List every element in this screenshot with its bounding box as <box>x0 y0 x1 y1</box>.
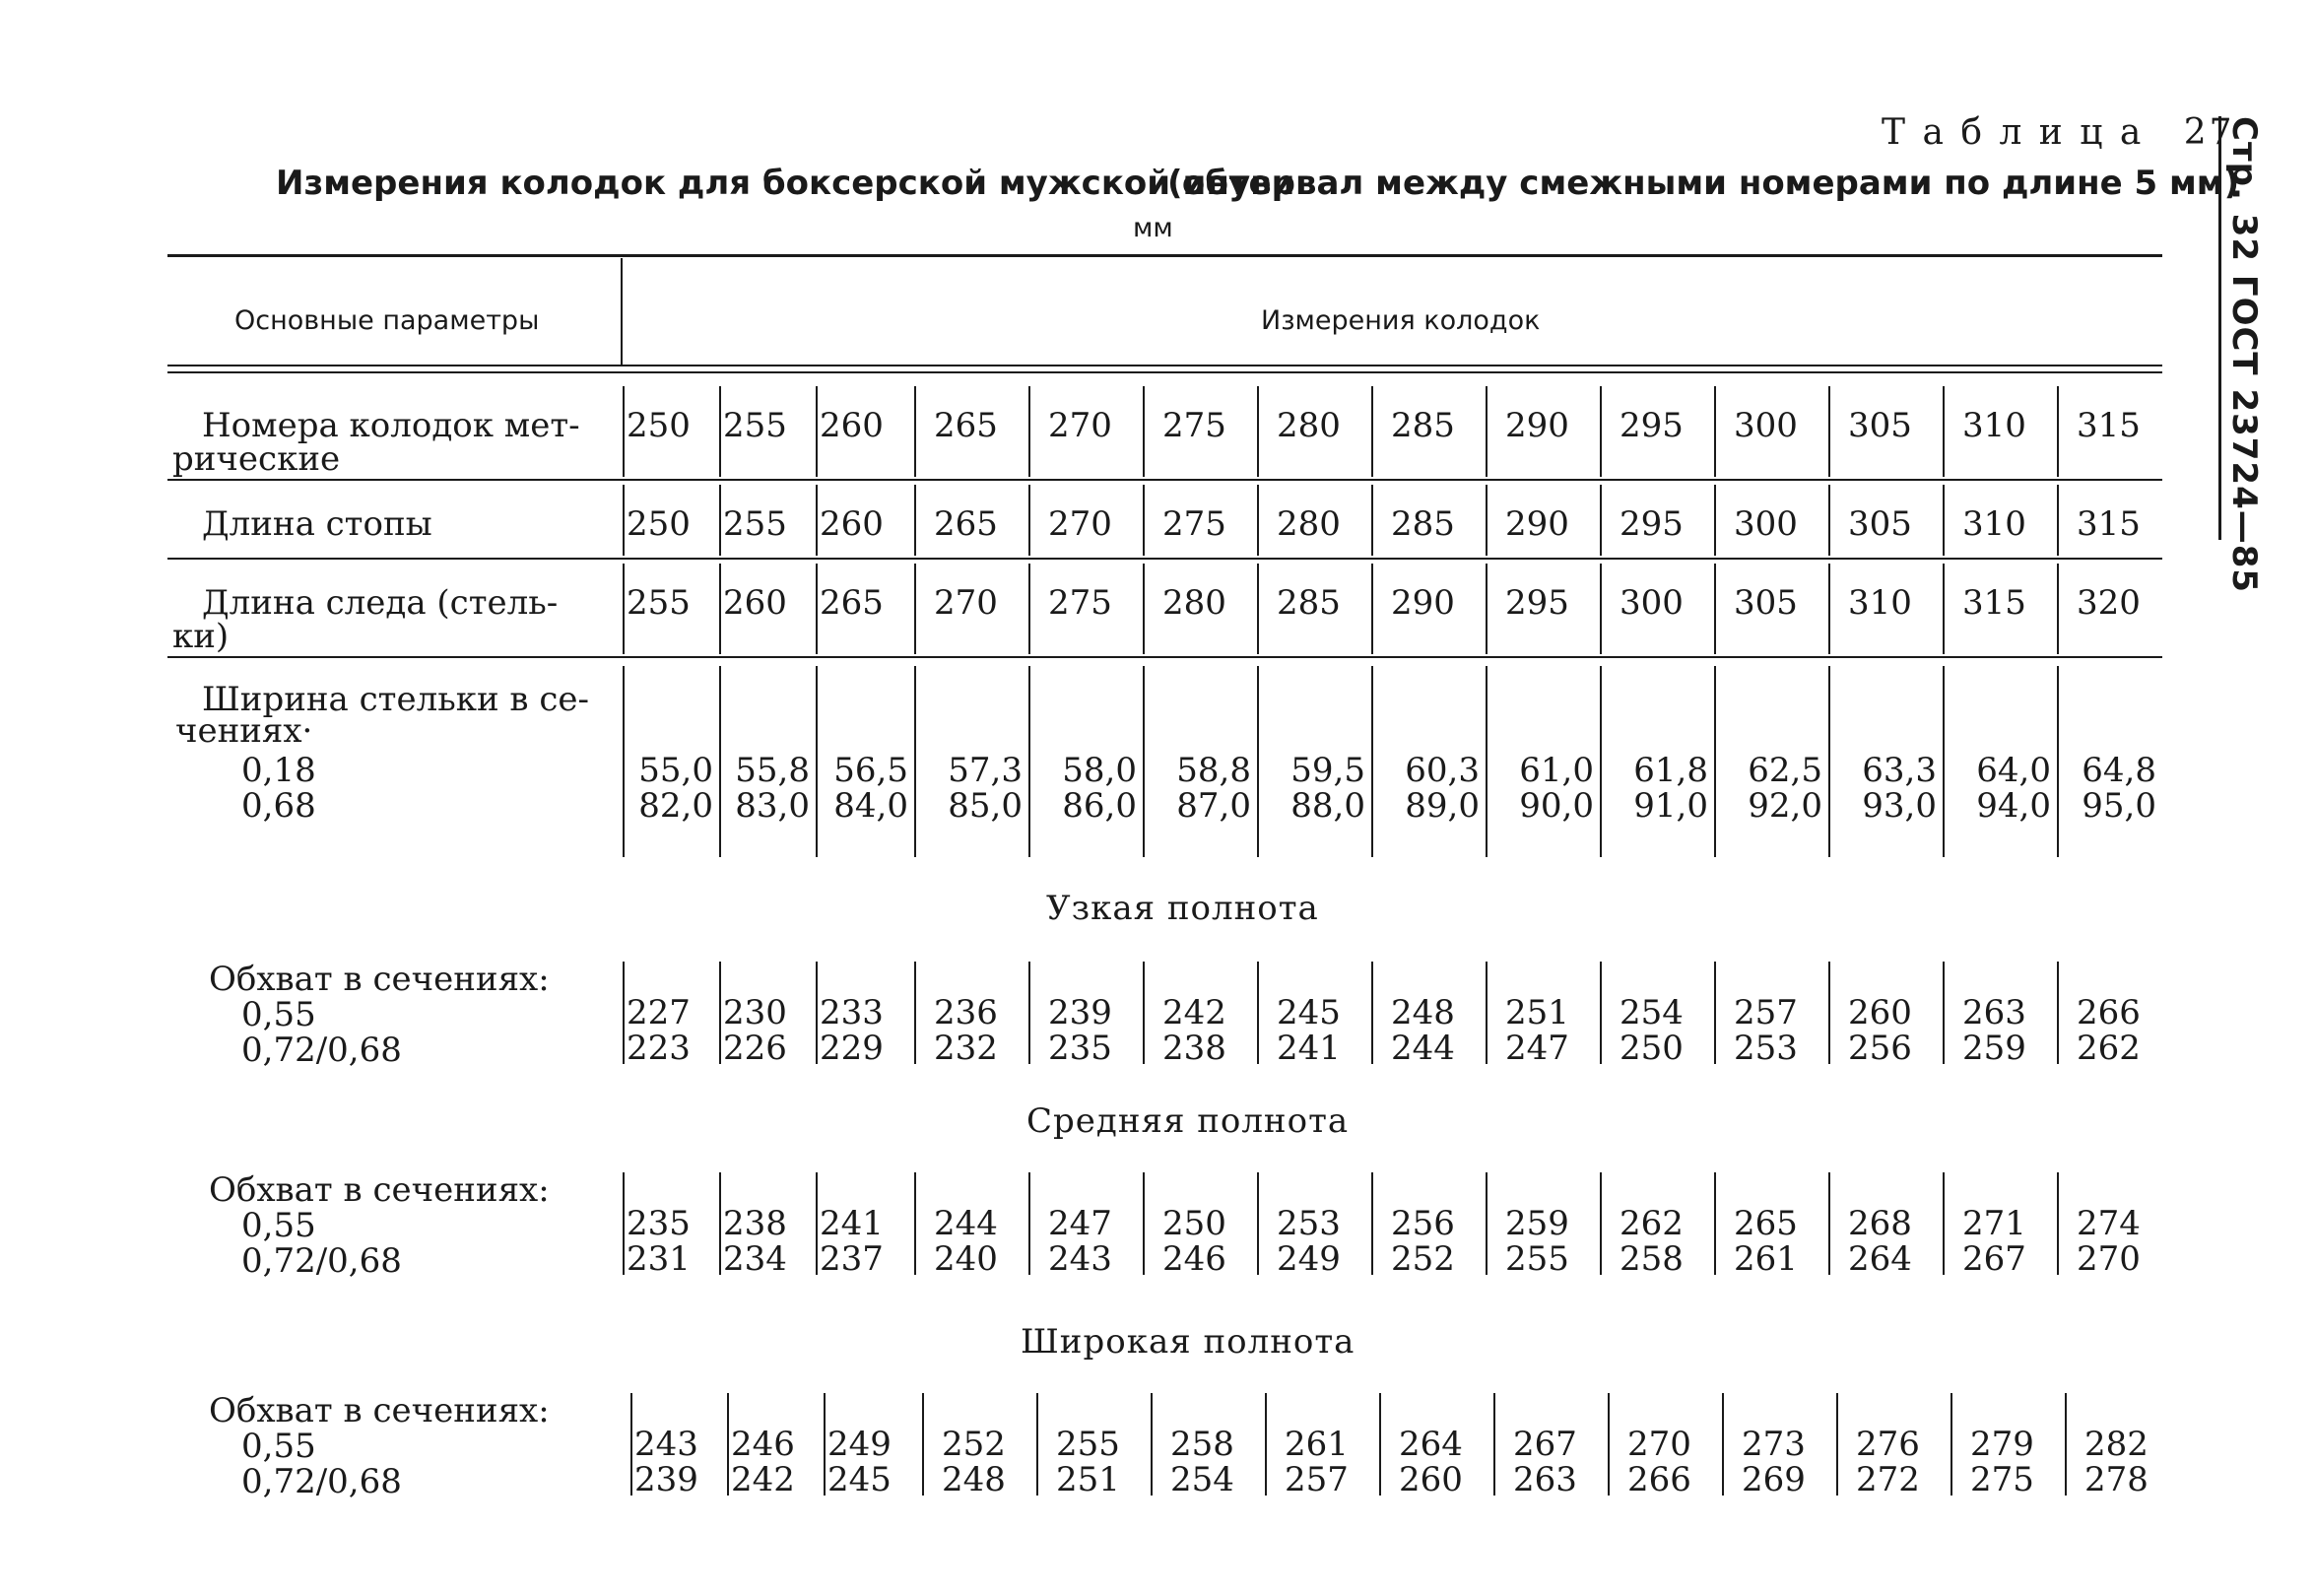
cell-value: 300 <box>1620 583 1684 623</box>
column-divider <box>1950 1393 1952 1496</box>
cell-value: 64,8 <box>2082 751 2156 790</box>
column-divider <box>1943 386 1945 477</box>
column-divider <box>1028 962 1030 1064</box>
column-divider <box>1257 962 1259 1064</box>
column-divider <box>1714 962 1716 1064</box>
table-title-note: (интервал между смежными номерами по длине 5 мм) <box>1167 164 2240 203</box>
column-divider <box>1028 1172 1030 1275</box>
row-rule <box>167 656 2162 658</box>
cell-value: 83,0 <box>735 786 810 826</box>
column-divider <box>1143 666 1145 857</box>
cell-value: 265 <box>934 406 998 445</box>
cell-value: 267 <box>1513 1425 1577 1464</box>
cell-value: 248 <box>942 1460 1006 1499</box>
column-divider <box>1371 1172 1373 1275</box>
column-divider <box>914 962 916 1064</box>
cell-value: 257 <box>1734 993 1798 1032</box>
cell-value: 260 <box>820 406 884 445</box>
cell-value: 305 <box>1848 504 1912 544</box>
column-divider <box>1371 485 1373 556</box>
column-divider <box>1828 485 1830 556</box>
column-divider <box>1714 564 1716 654</box>
cell-value: 250 <box>627 406 691 445</box>
cell-value: 255 <box>723 406 787 445</box>
cell-value: 276 <box>1856 1425 1920 1464</box>
column-divider <box>816 485 818 556</box>
column-divider <box>2065 1393 2067 1496</box>
cell-value: 285 <box>1277 583 1341 623</box>
cell-value: 261 <box>1285 1425 1349 1464</box>
cell-value: 310 <box>1962 504 2026 544</box>
cell-value: 263 <box>1962 993 2026 1032</box>
cell-value: 266 <box>2077 993 2141 1032</box>
column-divider <box>1486 564 1488 654</box>
cell-value: 239 <box>634 1460 698 1499</box>
cell-value: 59,5 <box>1290 751 1365 790</box>
cell-value: 295 <box>1620 406 1684 445</box>
section-label: 0,72/0,68 <box>241 1241 402 1281</box>
column-divider <box>816 666 818 857</box>
column-divider <box>1257 666 1259 857</box>
cell-value: 280 <box>1277 406 1341 445</box>
column-divider <box>1143 1172 1145 1275</box>
table-number: 27 <box>2183 112 2235 153</box>
column-divider <box>914 1172 916 1275</box>
column-divider <box>1600 386 1602 477</box>
cell-value: 223 <box>627 1029 691 1068</box>
cell-value: 275 <box>1048 583 1112 623</box>
cell-value: 241 <box>1277 1029 1341 1068</box>
cell-value: 55,8 <box>735 751 810 790</box>
column-divider <box>914 485 916 556</box>
cell-value: 282 <box>2084 1425 2149 1464</box>
cell-value: 320 <box>2077 583 2141 623</box>
column-divider <box>623 962 625 1064</box>
cell-value: 56,5 <box>833 751 908 790</box>
column-divider <box>1600 666 1602 857</box>
cell-value: 259 <box>1962 1029 2026 1068</box>
cell-value: 265 <box>934 504 998 544</box>
cell-value: 285 <box>1391 406 1455 445</box>
cell-value: 237 <box>820 1239 884 1279</box>
header-params: Основные параметры <box>234 305 540 336</box>
cell-value: 255 <box>723 504 787 544</box>
table-title: Измерения колодок для боксерской мужской обуви <box>276 164 1295 203</box>
cell-value: 245 <box>827 1460 892 1499</box>
column-divider <box>2057 386 2059 477</box>
row-label: Длина стопы <box>202 504 432 544</box>
column-divider <box>623 564 625 654</box>
column-divider <box>1036 1393 1038 1496</box>
column-divider <box>1943 962 1945 1064</box>
column-divider <box>914 564 916 654</box>
column-divider <box>1836 1393 1838 1496</box>
column-divider <box>1828 1172 1830 1275</box>
cell-value: 87,0 <box>1176 786 1251 826</box>
column-divider <box>1828 962 1830 1064</box>
row-label: Длина следа (стель- <box>202 583 559 623</box>
cell-value: 253 <box>1734 1029 1798 1068</box>
cell-value: 275 <box>1162 406 1226 445</box>
column-divider <box>1143 962 1145 1064</box>
column-divider <box>1379 1393 1381 1496</box>
cell-value: 250 <box>627 504 691 544</box>
cell-value: 295 <box>1505 583 1569 623</box>
column-divider <box>719 666 721 857</box>
cell-value: 242 <box>1162 993 1226 1032</box>
cell-value: 229 <box>820 1029 884 1068</box>
column-divider <box>1943 564 1945 654</box>
cell-value: 266 <box>1627 1460 1691 1499</box>
column-divider <box>1028 666 1030 857</box>
column-divider <box>816 564 818 654</box>
cell-value: 241 <box>820 1204 884 1243</box>
cell-value: 250 <box>1162 1204 1226 1243</box>
cell-value: 242 <box>731 1460 795 1499</box>
column-divider <box>914 666 916 857</box>
column-divider <box>1600 485 1602 556</box>
cell-value: 280 <box>1277 504 1341 544</box>
cell-value: 62,5 <box>1748 751 1822 790</box>
cell-value: 93,0 <box>1862 786 1937 826</box>
column-divider <box>1943 1172 1945 1275</box>
column-divider <box>623 386 625 477</box>
column-divider <box>623 666 625 857</box>
cell-value: 246 <box>1162 1239 1226 1279</box>
column-divider <box>1722 1393 1724 1496</box>
cell-value: 231 <box>627 1239 691 1279</box>
header-measurements: Измерения колодок <box>1261 305 1541 336</box>
header-rule-2 <box>167 371 2162 373</box>
cell-value: 270 <box>1048 504 1112 544</box>
column-divider <box>1028 564 1030 654</box>
column-divider <box>623 485 625 556</box>
cell-value: 255 <box>1505 1239 1569 1279</box>
column-divider <box>816 1172 818 1275</box>
column-divider <box>1265 1393 1267 1496</box>
row-label: ки) <box>172 617 230 656</box>
cell-value: 232 <box>934 1029 998 1068</box>
column-divider <box>914 386 916 477</box>
group-label: Обхват в сечениях: <box>209 1170 550 1210</box>
table-caption <box>1882 112 2235 153</box>
column-divider <box>1714 666 1716 857</box>
column-divider <box>824 1393 826 1496</box>
cell-value: 61,0 <box>1519 751 1594 790</box>
cell-value: 315 <box>1962 583 2026 623</box>
cell-value: 85,0 <box>948 786 1023 826</box>
cell-value: 235 <box>1048 1029 1112 1068</box>
section-label: 0,18 <box>241 751 316 790</box>
column-divider <box>816 962 818 1064</box>
cell-value: 58,8 <box>1176 751 1251 790</box>
column-divider <box>816 386 818 477</box>
cell-value: 280 <box>1162 583 1226 623</box>
cell-value: 258 <box>1620 1239 1684 1279</box>
cell-value: 230 <box>723 993 787 1032</box>
cell-value: 238 <box>1162 1029 1226 1068</box>
cell-value: 239 <box>1048 993 1112 1032</box>
section-label: 0,68 <box>241 786 316 826</box>
cell-value: 254 <box>1620 993 1684 1032</box>
cell-value: 263 <box>1513 1460 1577 1499</box>
column-divider <box>1828 666 1830 857</box>
column-divider <box>922 1393 924 1496</box>
cell-value: 252 <box>1391 1239 1455 1279</box>
header-rule-1 <box>167 365 2162 366</box>
column-divider <box>1257 386 1259 477</box>
column-divider <box>1486 666 1488 857</box>
cell-value: 273 <box>1742 1425 1806 1464</box>
cell-value: 270 <box>1048 406 1112 445</box>
header-divider <box>621 258 623 366</box>
column-divider <box>1600 1172 1602 1275</box>
cell-value: 260 <box>820 504 884 544</box>
cell-value: 300 <box>1734 406 1798 445</box>
cell-value: 290 <box>1505 504 1569 544</box>
column-divider <box>1028 485 1030 556</box>
table-top-rule <box>167 254 2162 257</box>
cell-value: 251 <box>1505 993 1569 1032</box>
column-divider <box>719 485 721 556</box>
column-divider <box>1608 1393 1610 1496</box>
column-divider <box>1371 962 1373 1064</box>
cell-value: 254 <box>1170 1460 1234 1499</box>
column-divider <box>1486 962 1488 1064</box>
cell-value: 274 <box>2077 1204 2141 1243</box>
side-header-text: Стр. 32 ГОСТ 23724—85 <box>2224 116 2264 594</box>
cell-value: 255 <box>1056 1425 1120 1464</box>
column-divider <box>1143 485 1145 556</box>
cell-value: 91,0 <box>1633 786 1708 826</box>
cell-value: 82,0 <box>638 786 713 826</box>
cell-value: 275 <box>1162 504 1226 544</box>
column-divider <box>727 1393 729 1496</box>
group-label: Обхват в сечениях: <box>209 960 550 999</box>
cell-value: 315 <box>2077 504 2141 544</box>
cell-value: 267 <box>1962 1239 2026 1279</box>
cell-value: 261 <box>1734 1239 1798 1279</box>
column-divider <box>1714 485 1716 556</box>
cell-value: 256 <box>1391 1204 1455 1243</box>
cell-value: 258 <box>1170 1425 1234 1464</box>
cell-value: 244 <box>1391 1029 1455 1068</box>
row-label: рические <box>172 439 341 479</box>
cell-value: 86,0 <box>1062 786 1137 826</box>
cell-value: 270 <box>1627 1425 1691 1464</box>
column-divider <box>1493 1393 1495 1496</box>
cell-value: 57,3 <box>948 751 1023 790</box>
column-divider <box>1257 485 1259 556</box>
cell-value: 243 <box>1048 1239 1112 1279</box>
column-divider <box>1371 386 1373 477</box>
cell-value: 243 <box>634 1425 698 1464</box>
column-divider <box>1714 386 1716 477</box>
cell-value: 257 <box>1285 1460 1349 1499</box>
section-label: 0,72/0,68 <box>241 1462 402 1501</box>
cell-value: 290 <box>1391 583 1455 623</box>
cell-value: 94,0 <box>1976 786 2051 826</box>
cell-value: 247 <box>1048 1204 1112 1243</box>
cell-value: 260 <box>1399 1460 1463 1499</box>
cell-value: 95,0 <box>2082 786 2156 826</box>
cell-value: 88,0 <box>1290 786 1365 826</box>
cell-value: 262 <box>1620 1204 1684 1243</box>
column-divider <box>1371 666 1373 857</box>
group-label: Обхват в сечениях: <box>209 1391 550 1430</box>
row-label: чениях· <box>175 711 313 751</box>
section-label: 0,55 <box>241 1206 316 1245</box>
column-divider <box>1371 564 1373 654</box>
cell-value: 238 <box>723 1204 787 1243</box>
column-divider <box>1714 1172 1716 1275</box>
column-divider <box>2057 666 2059 857</box>
cell-value: 247 <box>1505 1029 1569 1068</box>
cell-value: 251 <box>1056 1460 1120 1499</box>
cell-value: 279 <box>1970 1425 2034 1464</box>
row-rule <box>167 479 2162 481</box>
row-label: Ширина стельки в се- <box>202 680 590 719</box>
cell-value: 234 <box>723 1239 787 1279</box>
cell-value: 249 <box>1277 1239 1341 1279</box>
cell-value: 60,3 <box>1405 751 1480 790</box>
column-divider <box>719 564 721 654</box>
cell-value: 244 <box>934 1204 998 1243</box>
cell-value: 90,0 <box>1519 786 1594 826</box>
column-divider <box>1828 564 1830 654</box>
column-divider <box>2057 962 2059 1064</box>
cell-value: 270 <box>2077 1239 2141 1279</box>
cell-value: 270 <box>934 583 998 623</box>
column-divider <box>1151 1393 1153 1496</box>
cell-value: 285 <box>1391 504 1455 544</box>
column-divider <box>2057 485 2059 556</box>
cell-value: 265 <box>820 583 884 623</box>
cell-value: 264 <box>1848 1239 1912 1279</box>
column-divider <box>1257 564 1259 654</box>
cell-value: 268 <box>1848 1204 1912 1243</box>
cell-value: 64,0 <box>1976 751 2051 790</box>
cell-value: 275 <box>1970 1460 2034 1499</box>
cell-value: 235 <box>627 1204 691 1243</box>
cell-value: 89,0 <box>1405 786 1480 826</box>
cell-value: 295 <box>1620 504 1684 544</box>
column-divider <box>1486 386 1488 477</box>
column-divider <box>1257 1172 1259 1275</box>
column-divider <box>2057 1172 2059 1275</box>
cell-value: 264 <box>1399 1425 1463 1464</box>
cell-value: 63,3 <box>1862 751 1937 790</box>
cell-value: 252 <box>942 1425 1006 1464</box>
cell-value: 259 <box>1505 1204 1569 1243</box>
cell-value: 226 <box>723 1029 787 1068</box>
section-label: 0,55 <box>241 1427 316 1466</box>
units-label: мм <box>1133 213 1173 243</box>
cell-value: 250 <box>1620 1029 1684 1068</box>
cell-value: 249 <box>827 1425 892 1464</box>
fullness-title: Широкая полнота <box>1021 1322 1355 1362</box>
cell-value: 236 <box>934 993 998 1032</box>
column-divider <box>1943 666 1945 857</box>
cell-value: 305 <box>1848 406 1912 445</box>
cell-value: 245 <box>1277 993 1341 1032</box>
column-divider <box>719 1172 721 1275</box>
cell-value: 240 <box>934 1239 998 1279</box>
column-divider <box>1600 564 1602 654</box>
column-divider <box>630 1393 632 1496</box>
cell-value: 55,0 <box>638 751 713 790</box>
cell-value: 290 <box>1505 406 1569 445</box>
column-divider <box>2057 564 2059 654</box>
column-divider <box>1486 485 1488 556</box>
column-divider <box>1600 962 1602 1064</box>
table-label: Т а б л и ц а <box>1882 112 2145 153</box>
column-divider <box>719 962 721 1064</box>
cell-value: 262 <box>2077 1029 2141 1068</box>
cell-value: 260 <box>1848 993 1912 1032</box>
fullness-title: Узкая полнота <box>1046 889 1319 928</box>
cell-value: 315 <box>2077 406 2141 445</box>
cell-value: 310 <box>1848 583 1912 623</box>
cell-value: 61,8 <box>1633 751 1708 790</box>
cell-value: 84,0 <box>833 786 908 826</box>
cell-value: 227 <box>627 993 691 1032</box>
cell-value: 58,0 <box>1062 751 1137 790</box>
cell-value: 246 <box>731 1425 795 1464</box>
cell-value: 300 <box>1734 504 1798 544</box>
cell-value: 305 <box>1734 583 1798 623</box>
cell-value: 92,0 <box>1748 786 1822 826</box>
section-label: 0,72/0,68 <box>241 1031 402 1070</box>
column-divider <box>1943 485 1945 556</box>
cell-value: 256 <box>1848 1029 1912 1068</box>
cell-value: 269 <box>1742 1460 1806 1499</box>
cell-value: 278 <box>2084 1460 2149 1499</box>
section-label: 0,55 <box>241 995 316 1034</box>
fullness-title: Средняя полнота <box>1026 1101 1350 1141</box>
column-divider <box>623 1172 625 1275</box>
column-divider <box>1028 386 1030 477</box>
column-divider <box>1828 386 1830 477</box>
row-rule <box>167 558 2162 560</box>
cell-value: 233 <box>820 993 884 1032</box>
cell-value: 253 <box>1277 1204 1341 1243</box>
column-divider <box>1486 1172 1488 1275</box>
cell-value: 271 <box>1962 1204 2026 1243</box>
cell-value: 265 <box>1734 1204 1798 1243</box>
cell-value: 255 <box>627 583 691 623</box>
cell-value: 272 <box>1856 1460 1920 1499</box>
column-divider <box>1143 564 1145 654</box>
cell-value: 248 <box>1391 993 1455 1032</box>
column-divider <box>719 386 721 477</box>
column-divider <box>1143 386 1145 477</box>
row-label: Номера колодок мет- <box>202 406 580 445</box>
cell-value: 260 <box>723 583 787 623</box>
cell-value: 310 <box>1962 406 2026 445</box>
